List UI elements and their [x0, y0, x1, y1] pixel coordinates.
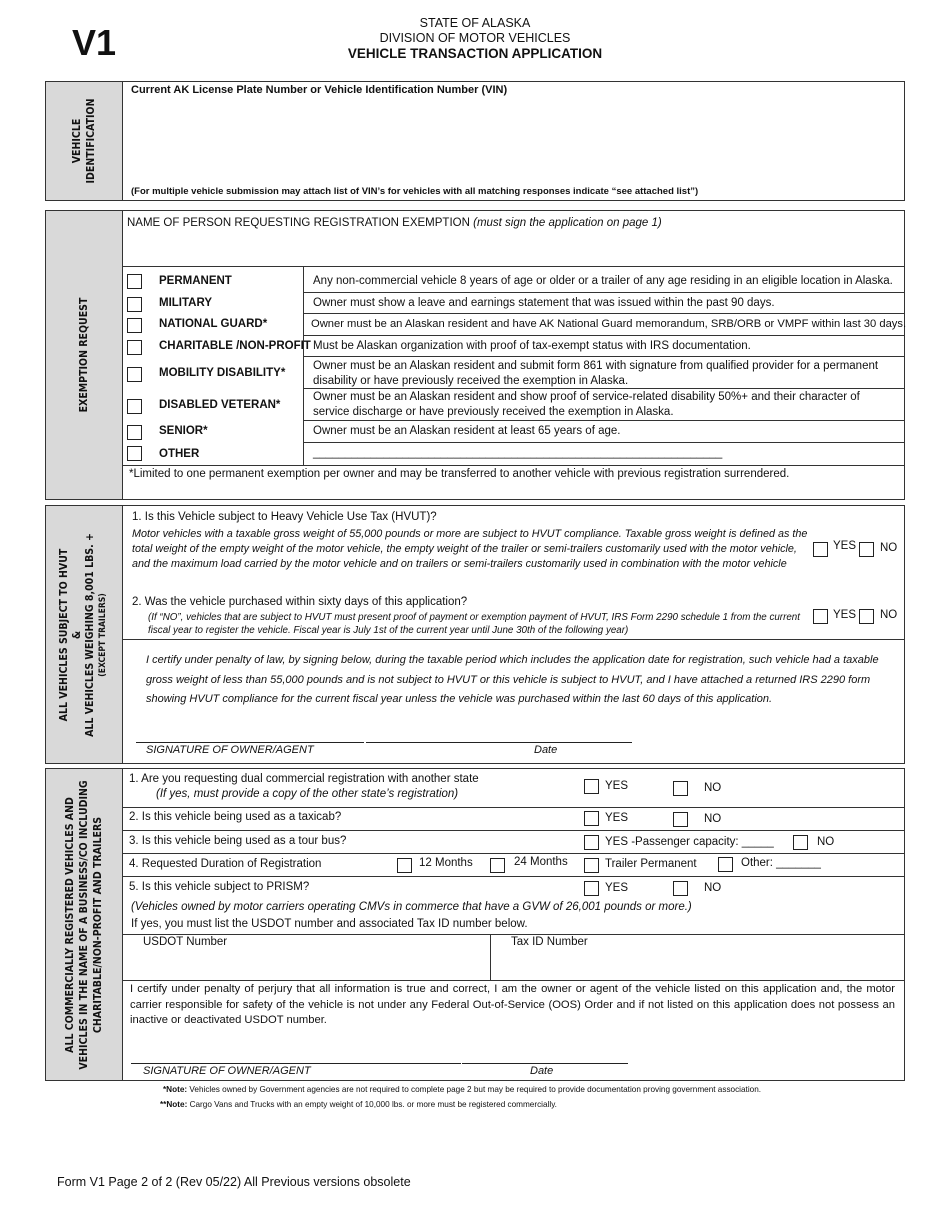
mobility-disability-label: MOBILITY DISABILITY* [159, 367, 286, 379]
mobility-disability-desc: Owner must be an Alaskan resident and submit form 861 with signature from qualified provider for a permanent disability or have previously received the exemption in Alaska. [313, 360, 879, 387]
national-guard-desc: Owner must be an Alaskan resident and have AK National Guard memorandum, SRB/ORB or VMPF within last 30 days. [311, 318, 907, 330]
hvut-signature-line[interactable] [136, 742, 364, 743]
commercial-signature-line[interactable] [131, 1063, 461, 1064]
division-name: DIVISION OF MOTOR VEHICLES [379, 31, 571, 45]
hvut-sidebar [46, 506, 123, 763]
permanent-desc: Any non-commercial vehicle 8 years of age or older or a trailer of any age residing in an eligible location in Alaska. [313, 275, 893, 287]
side-label-exemption: EXEMPTION REQUEST [78, 297, 90, 413]
commercial-question-4: 4. Requested Duration of Registration [129, 858, 322, 870]
side-label-vehicle: VEHICLE [71, 118, 83, 164]
duration-other-label[interactable]: Other: _______ [741, 857, 821, 869]
dual-reg-yes-checkbox[interactable] [584, 779, 599, 794]
other-input-line[interactable]: ________________________________________________________________ [313, 447, 723, 459]
side-label-hvut: ALL VEHICLES SUBJECT TO HVUT [58, 548, 70, 721]
prism-no-label: NO [704, 882, 722, 894]
duration-12-months-label: 12 Months [419, 857, 473, 869]
side-label-identification: IDENTIFICATION [85, 98, 97, 184]
charitable-label: CHARITABLE /NON-PROFIT [159, 340, 311, 352]
commercial-question-2: 2. Is this vehicle being used as a taxicab? [129, 811, 342, 823]
tour-bus-no-checkbox[interactable] [793, 835, 808, 850]
military-desc: Owner must show a leave and earnings statement that was issued within the past 90 days. [313, 297, 775, 309]
hvut-q1-yes-label: YES [833, 540, 857, 552]
taxicab-no-label: NO [704, 813, 722, 825]
hvut-q1-no-checkbox[interactable] [859, 542, 874, 557]
disabled-veteran-desc: Owner must be an Alaskan resident and show proof of service-related disability 50%+ and their character of service discharge or have previously received the exemption in Alaska. [313, 391, 860, 418]
duration-24-months-label: 24 Months [514, 856, 568, 868]
charitable-checkbox[interactable] [127, 340, 142, 355]
side-label-charitable: CHARITABLE/NON-PROFIT AND TRAILERS [92, 816, 104, 1033]
prism-yes-checkbox[interactable] [584, 881, 599, 896]
form-footer: Form V1 Page 2 of 2 (Rev 05/22) All Previous versions obsolete [57, 1175, 411, 1189]
hvut-q1-no-label: NO [880, 542, 898, 554]
prism-desc: (Vehicles owned by motor carriers operating CMVs in commerce that have a GVW of 26,001 pounds or more.) [131, 901, 692, 913]
dual-reg-no-checkbox[interactable] [673, 781, 688, 796]
side-label-weighing: ALL VEHICLES WEIGHING 8,001 LBS. + [84, 532, 96, 737]
tour-bus-yes-checkbox[interactable] [584, 835, 599, 850]
tour-bus-yes-label: YES -Passenger capacity: _____ [605, 836, 774, 848]
disabled-veteran-label: DISABLED VETERAN* [159, 399, 281, 411]
hvut-question-1: 1. Is this Vehicle subject to Heavy Vehicle Use Tax (HVUT)? [132, 511, 437, 523]
commercial-section [45, 768, 905, 1081]
hvut-q2-no-checkbox[interactable] [859, 609, 874, 624]
military-label: MILITARY [159, 297, 213, 309]
commercial-sidebar [46, 769, 123, 1080]
hvut-question-2-desc: (If “NO”, vehicles that are subject to HVUT must present proof of payment or exemption payment of HVUT, IRS Form 2290 schedule 1 from the current fiscal year to register the vehicle. Fiscal year is July 1st of the current year until June 30th of the following year) [148, 612, 800, 636]
exemption-footnote: *Limited to one permanent exemption per owner and may be transferred to another vehicle with previous registration surrendered. [129, 468, 790, 480]
commercial-question-3: 3. Is this vehicle being used as a tour bus? [129, 835, 347, 847]
commercial-certify-statement: I certify under penalty of perjury that all information is true and correct, I am the owner or agent of the vehicle listed on this application and, the motor carrier responsible for safety of the vehicle is not under any Federal Out-of-Service (OOS) Order and if not listed on this application does not possess an inactive or deactivated USDOT number. [130, 983, 895, 1026]
commercial-date-label: Date [530, 1065, 554, 1077]
commercial-date-line[interactable] [462, 1063, 628, 1064]
mobility-disability-checkbox[interactable] [127, 367, 142, 382]
permanent-checkbox[interactable] [127, 274, 142, 289]
note-government: *Note: Vehicles owned by Government agencies are not required to complete page 2 but may be required to provide documentation proving government association. [163, 1085, 762, 1094]
taxicab-yes-checkbox[interactable] [584, 811, 599, 826]
prism-yes-label: YES [605, 882, 629, 894]
note-cargo-vans: **Note: Cargo Vans and Trucks with an empty weight of 10,000 lbs. or more must be registered commercially. [160, 1100, 557, 1109]
vehicle-identification-sidebar [46, 82, 123, 200]
hvut-date-line[interactable] [366, 742, 632, 743]
page-title: VEHICLE TRANSACTION APPLICATION [347, 46, 603, 61]
dual-reg-yes-label: YES [605, 780, 629, 792]
form-id: V1 [72, 22, 117, 63]
vehicle-identification-section [45, 81, 905, 201]
hvut-date-label: Date [534, 744, 558, 756]
hvut-q2-no-label: NO [880, 609, 898, 621]
senior-checkbox[interactable] [127, 425, 142, 440]
commercial-question-5: 5. Is this vehicle subject to PRISM? [129, 881, 310, 893]
usdot-label: USDOT Number [143, 936, 228, 948]
hvut-section [45, 505, 905, 764]
duration-24-months-checkbox[interactable] [490, 858, 505, 873]
side-label-except-trailers: (EXCEPT TRAILERS) [98, 592, 108, 677]
taxicab-yes-label: YES [605, 812, 629, 824]
trailer-permanent-checkbox[interactable] [584, 858, 599, 873]
vin-field-label: Current AK License Plate Number or Vehicle Identification Number (VIN) [131, 84, 508, 96]
permanent-label: PERMANENT [159, 275, 232, 287]
hvut-certify-statement: I certify under penalty of law, by signing below, during the taxable period which includes the application date for registration, such vehicle had a taxable gross weight of less than 55,000 pounds and is not subject to HVUT or this vehicle is subject to HVUT, and I have attached a returned IRS 2290 form showing HVUT compliance for the current fiscal year unless the vehicle was purchased within the last 60 days of this application. [146, 654, 879, 705]
side-label-business: VEHICLES IN THE NAME OF A BUSINESS/CO INCLUDING [78, 779, 90, 1070]
prism-note: If yes, you must list the USDOT number and associated Tax ID number below. [131, 918, 528, 930]
hvut-question-2: 2. Was the vehicle purchased within sixty days of this application? [132, 596, 468, 608]
duration-other-checkbox[interactable] [718, 857, 733, 872]
usdot-input[interactable] [126, 951, 486, 979]
exemption-name-label: NAME OF PERSON REQUESTING REGISTRATION EXEMPTION (must sign the application on page 1) [127, 217, 662, 229]
exemption-name-input[interactable] [124, 233, 904, 265]
senior-desc: Owner must be an Alaskan resident at least 65 years of age. [313, 425, 621, 437]
other-label: OTHER [159, 448, 200, 460]
exemption-request-section [45, 210, 905, 500]
hvut-signature-label: SIGNATURE OF OWNER/AGENT [146, 744, 314, 756]
taxicab-no-checkbox[interactable] [673, 812, 688, 827]
national-guard-label: NATIONAL GUARD* [159, 318, 268, 330]
taxid-label: Tax ID Number [511, 936, 588, 948]
commercial-question-1-sub: (If yes, must provide a copy of the other state’s registration) [156, 788, 459, 800]
military-checkbox[interactable] [127, 297, 142, 312]
exemption-sidebar [46, 211, 123, 499]
prism-no-checkbox[interactable] [673, 881, 688, 896]
taxid-input[interactable] [494, 951, 902, 979]
side-label-commercial: ALL COMMERCIALLY REGISTERED VEHICLES AND [64, 796, 76, 1053]
national-guard-checkbox[interactable] [127, 318, 142, 333]
tour-bus-no-label: NO [817, 836, 835, 848]
side-label-ampersand: & [71, 630, 83, 639]
commercial-signature-label: SIGNATURE OF OWNER/AGENT [143, 1065, 311, 1077]
hvut-q2-yes-checkbox[interactable] [813, 609, 828, 624]
senior-label: SENIOR* [159, 425, 208, 437]
vin-multiple-note: (For multiple vehicle submission may attach list of VIN’s for vehicles with all matching responses indicate “see attached list”) [131, 186, 699, 197]
commercial-question-1: 1. Are you requesting dual commercial registration with another state [129, 773, 479, 785]
other-checkbox[interactable] [127, 446, 142, 461]
duration-12-months-checkbox[interactable] [397, 858, 412, 873]
vin-input[interactable] [126, 100, 902, 182]
trailer-permanent-label: Trailer Permanent [605, 858, 697, 870]
hvut-q2-yes-label: YES [833, 609, 857, 621]
state-name: STATE OF ALASKA [419, 16, 531, 30]
disabled-veteran-checkbox[interactable] [127, 399, 142, 414]
charitable-desc: Must be Alaskan organization with proof of tax-exempt status with IRS documentation. [313, 340, 751, 352]
hvut-question-1-desc: Motor vehicles with a taxable gross weight of 55,000 pounds or more are subject to HVUT compliance. Taxable gross weight is defined as the total weight of the empty weight of the motor vehicle, the empty weight of the trailer or semi-trailers customarily used with the motor vehicle, and the maximum load carried by the motor vehicle and on trailers or semi-trailers customarily used in combination with the motor vehicle [132, 528, 808, 570]
hvut-q1-yes-checkbox[interactable] [813, 542, 828, 557]
dual-reg-no-label: NO [704, 782, 722, 794]
